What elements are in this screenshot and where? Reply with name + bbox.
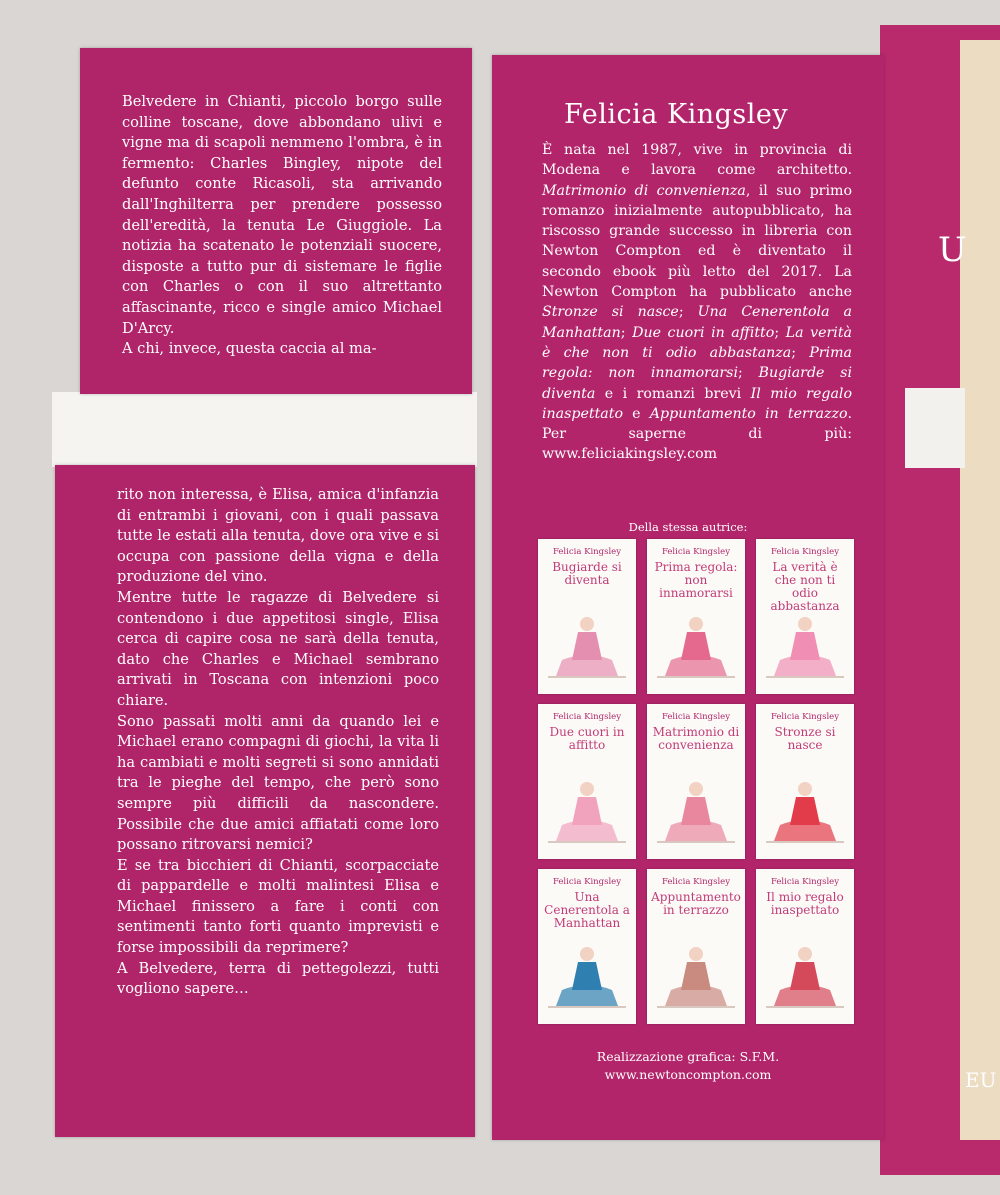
blurb-paragraph: A Belvedere, terra di pettegolezzi, tutti vogliono sapere…: [117, 959, 439, 998]
blurb-paragraph: A chi, invece, questa caccia al ma-: [122, 340, 377, 358]
author-bio: [542, 140, 852, 465]
bio-text: È nata nel 1987, vive in provincia di Modena e lavora come architetto.: [542, 142, 852, 179]
credits-design: Realizzazione grafica: S.F.M.: [596, 1049, 780, 1064]
book-cover-illustration: [548, 940, 626, 1010]
book-cover-illustration: [657, 775, 735, 845]
book-cover-thumbnail: [647, 869, 745, 1024]
book-cover-thumbnail: [756, 869, 854, 1024]
book-title: La verità è che non ti odio abbastanza: [770, 560, 840, 613]
bio-text: ;: [774, 324, 786, 341]
book-cover-illustration: [657, 610, 735, 680]
credits: [492, 1048, 884, 1084]
book-title: Una Cenerentola a Manhattan: [544, 890, 630, 930]
bio-title: Una Cenerentola a Manhattan: [542, 304, 853, 341]
book-cover-thumbnail: [647, 704, 745, 859]
book-title: Due cuori in affitto: [549, 725, 625, 752]
book-cover-thumbnail: [756, 704, 854, 859]
bio-text: ;: [620, 324, 633, 341]
spine-title-fragment: U: [938, 230, 967, 270]
credits-website: www.newtoncompton.com: [604, 1067, 772, 1082]
book-cover-illustration: [766, 775, 844, 845]
bio-text: ;: [791, 344, 810, 361]
bio-text: e: [623, 405, 650, 422]
blurb-part-1: [122, 92, 442, 360]
book-cover-illustration: [766, 940, 844, 1010]
book-grid: [538, 539, 860, 1024]
book-author: Felicia Kingsley: [661, 712, 731, 722]
bio-title: Appuntamento in terrazzo: [649, 405, 848, 422]
bio-text: . Per saperne di più: www.feliciakingsley.com: [542, 405, 852, 463]
book-author: Felicia Kingsley: [552, 547, 622, 557]
book-cover-illustration: [657, 940, 735, 1010]
book-author: Felicia Kingsley: [770, 547, 840, 557]
book-author: Felicia Kingsley: [770, 877, 840, 887]
book-cover-thumbnail: [756, 539, 854, 694]
bio-title: Stronze si nasce: [542, 304, 679, 321]
blurb-paragraph: Sono passati molti anni da quando lei e Michael erano compagni di giochi, la vita li ha cambiati e molti segreti si sono annidati tra le pieghe del tempo, che però sono sempre più difficili da nascondere. Possibile che due amici affiatati come loro possano ritrovarsi nemici?: [117, 712, 439, 854]
bio-title: Due cuori in affitto: [632, 324, 775, 341]
white-band: [52, 392, 477, 467]
blurb-paragraph: rito non interessa, è Elisa, amica d'infanzia di entrambi i giovani, con i quali passava tutte le estati alla tenuta, dove ora vive e si occupa con passione della vigna e della produzione del vino.: [117, 486, 439, 586]
bio-title: Matrimonio di convenienza: [542, 182, 746, 199]
book-author: Felicia Kingsley: [552, 712, 622, 722]
bio-title: Bugiarde si diventa: [542, 365, 852, 402]
book-title: Appuntamento in terrazzo: [651, 890, 741, 917]
blurb-part-2: [117, 485, 439, 1000]
book-cover-thumbnail: [538, 869, 636, 1024]
front-flap-top: [80, 48, 472, 394]
book-cover-illustration: [548, 610, 626, 680]
bio-text: ;: [678, 304, 698, 321]
book-cover-thumbnail: [647, 539, 745, 694]
bio-title: Prima regola: non innamorarsi: [542, 344, 852, 382]
bio-title: La verità è che non ti odio abbastanza: [542, 324, 853, 361]
bio-text: , il suo primo romanzo inizialmente autopubblicato, ha riscosso grande successo in libreria con Newton Compton ed è diventato il secondo ebook più letto del 2017. La Newton Compton ha pubblicato anche: [542, 182, 852, 301]
book-cover-thumbnail: [538, 539, 636, 694]
book-cover-thumbnail: [538, 704, 636, 859]
blurb-paragraph: Belvedere in Chianti, piccolo borgo sulle colline toscane, dove abbondano ulivi e vigne ma di scapoli nemmeno l'ombra, è in fermento: Charles Bingley, nipote del defunto conte Ricasoli, sta arrivando dall'Inghilterra per prendere possesso dell'eredità, la tenuta Le Giuggiole. La notizia ha scatenato le potenziali suocere, disposte a tutto pur di sistemare le figlie con Charles o con il suo altrettanto affascinante, ricco e single amico Michael D'Arcy.: [122, 93, 442, 337]
book-author: Felicia Kingsley: [661, 877, 731, 887]
book-title: Bugiarde si diventa: [552, 560, 622, 587]
blurb-paragraph: Mentre tutte le ragazze di Belvedere si contendono i due appetitosi single, Elisa cerca di capire cosa ne sarà della tenuta, dato che Charles e Michael sembrano arrivati in Toscana con intenzioni poco chiare.: [117, 588, 439, 709]
blurb-paragraph: E se tra bicchieri di Chianti, scorpacciate di pappardelle e molti malintesi Elisa e Michael finissero a fare i conti con sentimenti tanto forti quanto imprevisti e forse impossibili da reprimere?: [117, 856, 439, 957]
same-author-label: Della stessa autrice:: [628, 520, 748, 534]
author-name: Felicia Kingsley: [564, 99, 789, 130]
bio-text: ;: [738, 365, 759, 382]
front-flap-bottom: [55, 465, 475, 1137]
back-flap: [492, 55, 884, 1140]
spine-publisher-fragment: EU: [965, 1068, 997, 1092]
book-pages-edge: [960, 40, 1000, 1140]
book-title: Prima regola: non innamorarsi: [654, 560, 738, 600]
book-author: Felicia Kingsley: [770, 712, 840, 722]
book-title: Matrimonio di convenienza: [652, 725, 740, 752]
book-title: Il mio regalo inaspettato: [766, 890, 844, 917]
book-title: Stronze si nasce: [774, 725, 836, 752]
bio-title: Il mio regalo inaspettato: [542, 385, 852, 422]
book-cover-illustration: [766, 610, 844, 680]
book-author: Felicia Kingsley: [552, 877, 622, 887]
book-author: Felicia Kingsley: [661, 547, 731, 557]
bio-text: e i romanzi brevi: [595, 385, 751, 402]
spine-white-band: [905, 388, 965, 468]
book-cover-illustration: [548, 775, 626, 845]
